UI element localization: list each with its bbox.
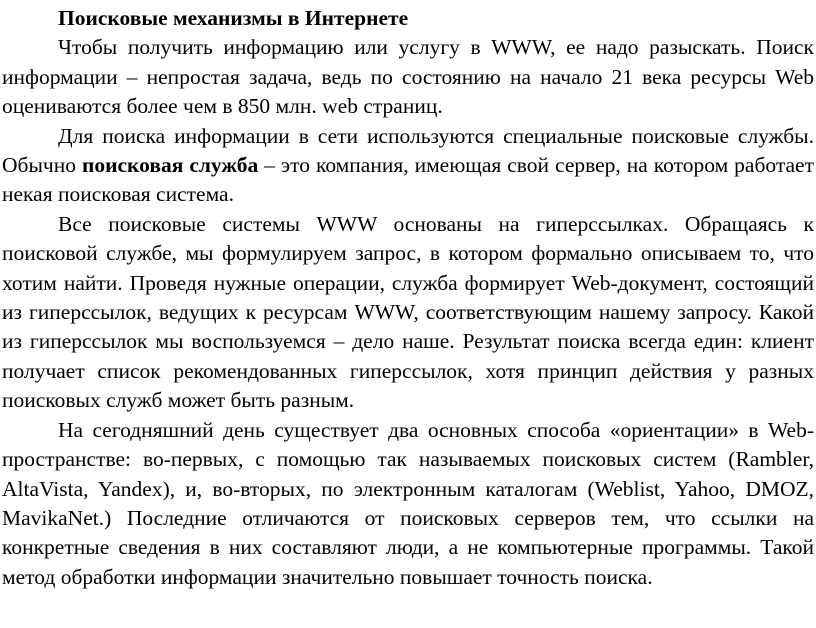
page-title: Поисковые механизмы в Интернете	[58, 6, 409, 30]
paragraph-hyperlinks: Все поисковые системы WWW основаны на гиперссылках. Обращаясь к поисковой службе, мы формулируем запрос, в котором формально описываем то, что хотим найти. Проведя нужные операции, служба формирует Web-документ, состоящий из гиперссылок, ведущих к ресурсам WWW, соответствующим нашему запросу. Какой из гиперссылок мы воспользуемся – дело наше. Результат поиска всегда един: клиент получает список рекомендованных гиперссылок, хотя принцип действия у разных поисковых служб может быть разным.	[2, 211, 814, 413]
bold-term: поисковая служба	[81, 153, 259, 178]
paragraph-orientation-methods: На сегодняшний день существует два основных способа «ориентации» в Web-пространстве: во-первых, с помощью так называемых поисковых систем (Rambler, AltaVista, Yandex), и, во-вторых, по электронным каталогам (Weblist, Yahoo, DMOZ, MavikaNet.) Последние отличаются от поисковых серверов тем, что ссылки на конкретные сведения в них составляют люди, а не компьютерные программы. Такой метод обработки информации значительно повышает точность поиска.	[2, 417, 814, 589]
paragraph-search-services	[2, 122, 814, 210]
paragraph-text: – это компания, имеющая свой сервер, на котором работает некая поисковая система.	[2, 153, 815, 207]
paragraph-text: Для поиска информации в сети используются специальные поисковые службы. Обычно	[2, 123, 814, 178]
paragraph-intro: Чтобы получить информацию или услугу в WWW, ее надо разыскать. Поиск информации – непростая задача, ведь по состоянию на начало 21 века ресурсы Web оцениваются более чем в 850 млн. web страниц.	[2, 35, 814, 119]
